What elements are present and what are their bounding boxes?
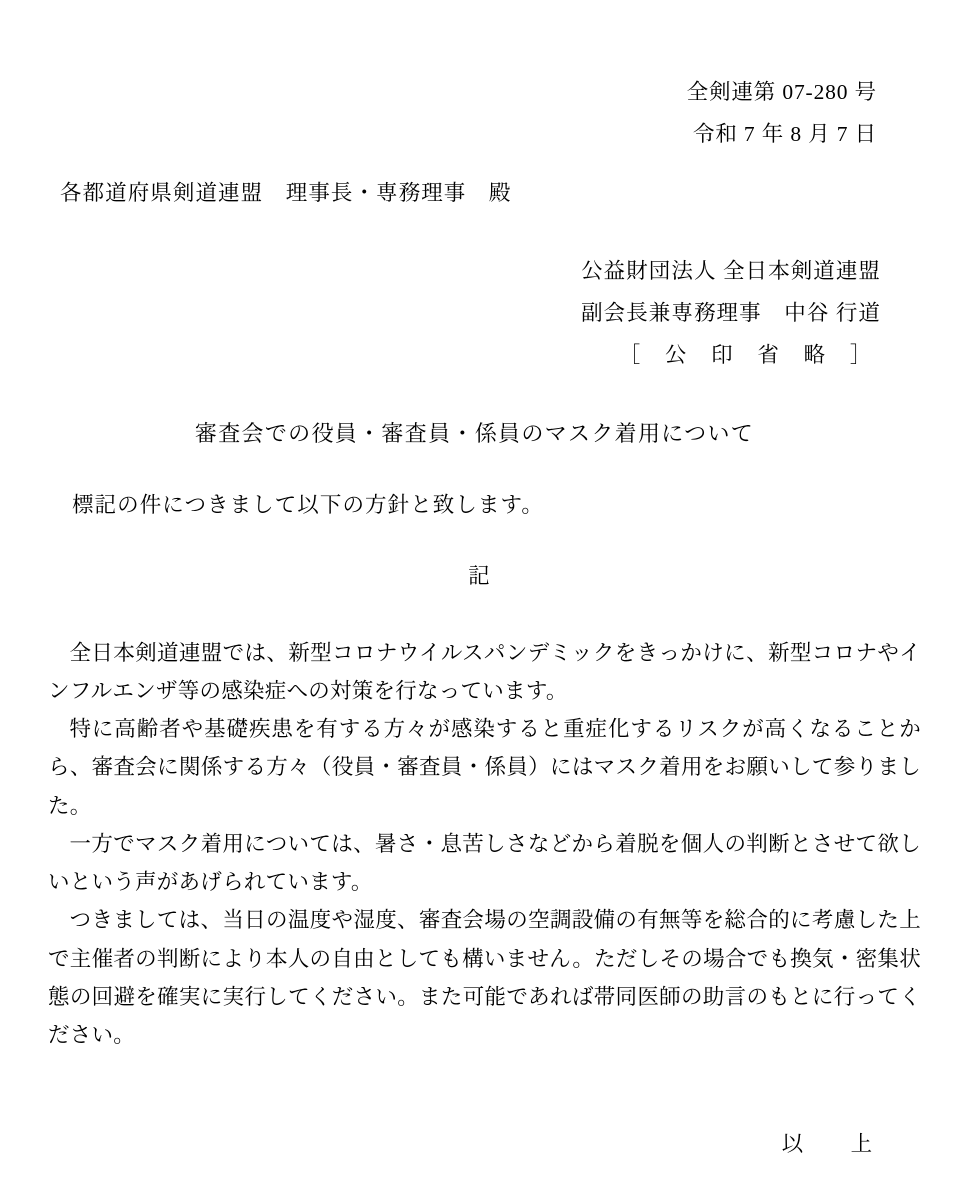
seal-omitted-note: ［ 公 印 省 略 ］ <box>618 342 881 367</box>
addressee-line: 各都道府県剣道連盟 理事長・専務理事 殿 <box>60 180 512 205</box>
body-paragraph: 特に高齢者や基礎疾患を有する方々が感染すると重症化するリスクが高くなることから、審査会に関係する方々（役員・審査員・係員）にはマスク着用をお願いして参りました。 <box>48 717 921 818</box>
closing-marker: 以 上 <box>781 1132 885 1156</box>
document-header <box>48 72 921 156</box>
sender-organization: 公益財団法人 全日本剣道連盟 <box>581 258 881 283</box>
body-paragraph: つきましては、当日の温度や湿度、審査会場の空調設備の有無等を総合的に考慮した上で主催者の判断により本人の自由としても構いません。ただしその場合でも換気・密集状態の回避を確実に実行してください。また可能であれば帯同医師の助言のもとに行ってください。 <box>48 908 921 1048</box>
body-text <box>48 634 921 1055</box>
sender-block <box>48 251 921 377</box>
sender-person: 副会長兼専務理事 中谷 行道 <box>581 300 881 325</box>
document-subject: 審査会での役員・審査員・係員のマスク着用について <box>194 420 755 446</box>
document-number: 全剣連第 07-280 号 <box>686 80 877 104</box>
document-date: 令和 7 年 8 月 7 日 <box>692 121 877 146</box>
lead-paragraph: 標記の件につきまして以下の方針と致します。 <box>72 492 544 517</box>
body-paragraph: 一方でマスク着用については、暑さ・息苦しさなどから着脱を個人の判断とさせて欲しいという声があげられています。 <box>48 831 921 895</box>
ki-marker: 記 <box>468 563 491 588</box>
body-paragraph: 全日本剣道連盟では、新型コロナウイルスパンデミックをきっかけに、新型コロナやインフルエンザ等の感染症への対策を行なっています。 <box>48 640 921 703</box>
